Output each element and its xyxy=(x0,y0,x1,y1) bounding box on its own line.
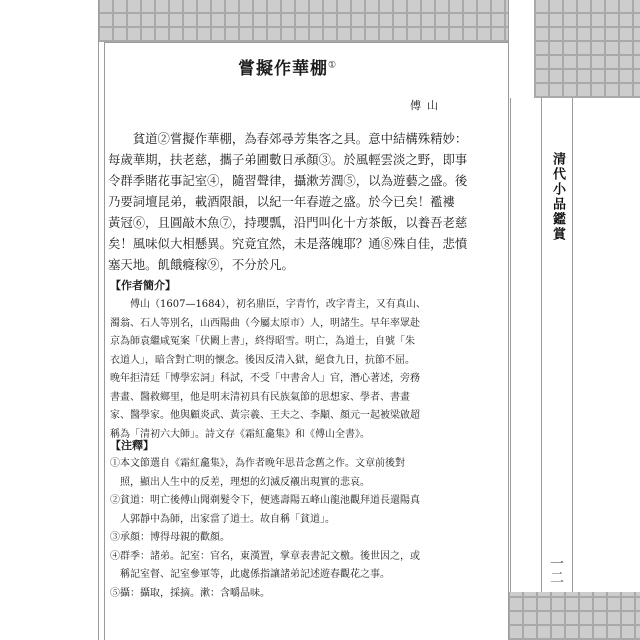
about-line: 傅山（1607—1684），初名鼎臣，字青竹，改字青主，又有真山、 xyxy=(110,299,426,310)
author-name: 傅山 xyxy=(410,99,444,112)
about-line: 濁翁、石人等別名，山西陽曲（今屬太原市）人，明諸生。早年率眾赴 xyxy=(110,317,420,329)
title-note-marker: ① xyxy=(328,60,338,71)
essay-line: 黃冠⑥，且圓敲木魚⑦，持瓔瓢，沿門叫化十方茶飯，以養吾老慈 xyxy=(108,215,468,230)
essay-line: 塞天地。飢餓癃稼⑨，不分於凡。 xyxy=(108,257,294,272)
note-line: 稱記室督、記室參軍等，此處係指讓諸弟記述遊春觀花之事。 xyxy=(110,569,390,580)
note-line: ④群季：諸弟。記室：官名，東漢置，掌章表書記文檄。後世因之，或 xyxy=(110,550,420,562)
side-outer-line xyxy=(572,98,573,592)
right-frame-line xyxy=(508,0,509,640)
page-number: 一二 xyxy=(548,556,564,584)
essay-body xyxy=(108,128,504,275)
essay-line: 每歲華期，扶老慈，攜子弟圃數日承顏③。於風輕雲淡之野，即事 xyxy=(108,152,468,167)
top-pattern-band xyxy=(98,0,534,42)
note-line: ③承顏：博得母親的歡顏。 xyxy=(110,532,230,543)
right-bottom-pattern xyxy=(508,592,640,640)
note-line: 照，顯出人生中的反差，理想的幻滅反襯出現實的悲哀。 xyxy=(110,476,370,488)
about-line: 書畫、醫救鄉里，他是明末清初具有民族氣節的思想家、學者、書畫 xyxy=(110,391,410,403)
side-tab xyxy=(510,98,542,592)
about-line: 衣道人」，暗含對亡明的懷念。後因反清入獄，絕食九日，抗節不屈。 xyxy=(110,354,415,366)
about-line: 稱為「清初六大師」。詩文存《霜紅龕集》和《傅山全書》。 xyxy=(110,428,370,440)
essay-line: 令群季賭花事記室④，隨習聲律，攝漱芳潤⑤，以為遊藝之盛。後 xyxy=(108,173,468,188)
essay-line: 矣！風味似大相懸異。究竟宜然，未是落魄耶？通⑧殊自佳，悲憤 xyxy=(108,236,468,251)
note-line: ②貧道：明亡後傅山聞剃髮令下，便逃壽陽五峰山龍池觀拜道長還陽真 xyxy=(110,495,420,506)
about-heading: 【作者簡介】 xyxy=(110,279,176,292)
essay-line: 乃要詞壇昆弟，載酒限韻，以紀一年春遊之盛。於今已矣！襤褸 xyxy=(108,194,455,209)
about-line: 京為師袁繼咸冤案「伏闕上書」，終得昭雪。明亡，為道士，自號「朱 xyxy=(110,336,415,347)
top-inner-frame-line xyxy=(104,42,508,43)
note-line: 人郭靜中為師，出家當了道士。故自稱「貧道」。 xyxy=(110,513,335,525)
about-line: 晚年拒清廷「博學宏詞」科試，不受「中書舍人」官，潛心著述，旁務 xyxy=(110,373,420,384)
essay-line: 貧道②嘗擬作華棚，為春郊尋芳集客之具。意中結構殊精妙： xyxy=(108,131,468,146)
right-top-pattern xyxy=(534,0,640,98)
note-line: ⑤攝：攝取，採摘。漱：含嚼品味。 xyxy=(110,587,270,599)
about-section xyxy=(110,296,504,444)
left-inner-frame-line xyxy=(104,42,105,640)
page-title xyxy=(238,54,337,79)
notes-section xyxy=(110,455,504,603)
about-line: 家、醫學家。他與顧炎武、黃宗羲、王夫之、李顒、顏元一起被梁啟超 xyxy=(110,410,420,421)
left-frame-line xyxy=(98,0,99,640)
title-text: 嘗擬作華棚 xyxy=(238,59,328,79)
notes-heading: 【注釋】 xyxy=(110,439,154,452)
side-book-title: 清代小品鑑賞 xyxy=(550,152,565,242)
note-line: ①本文節選自《霜紅龕集》，為作者晚年思昔念舊之作。文章前後對 xyxy=(110,458,405,469)
